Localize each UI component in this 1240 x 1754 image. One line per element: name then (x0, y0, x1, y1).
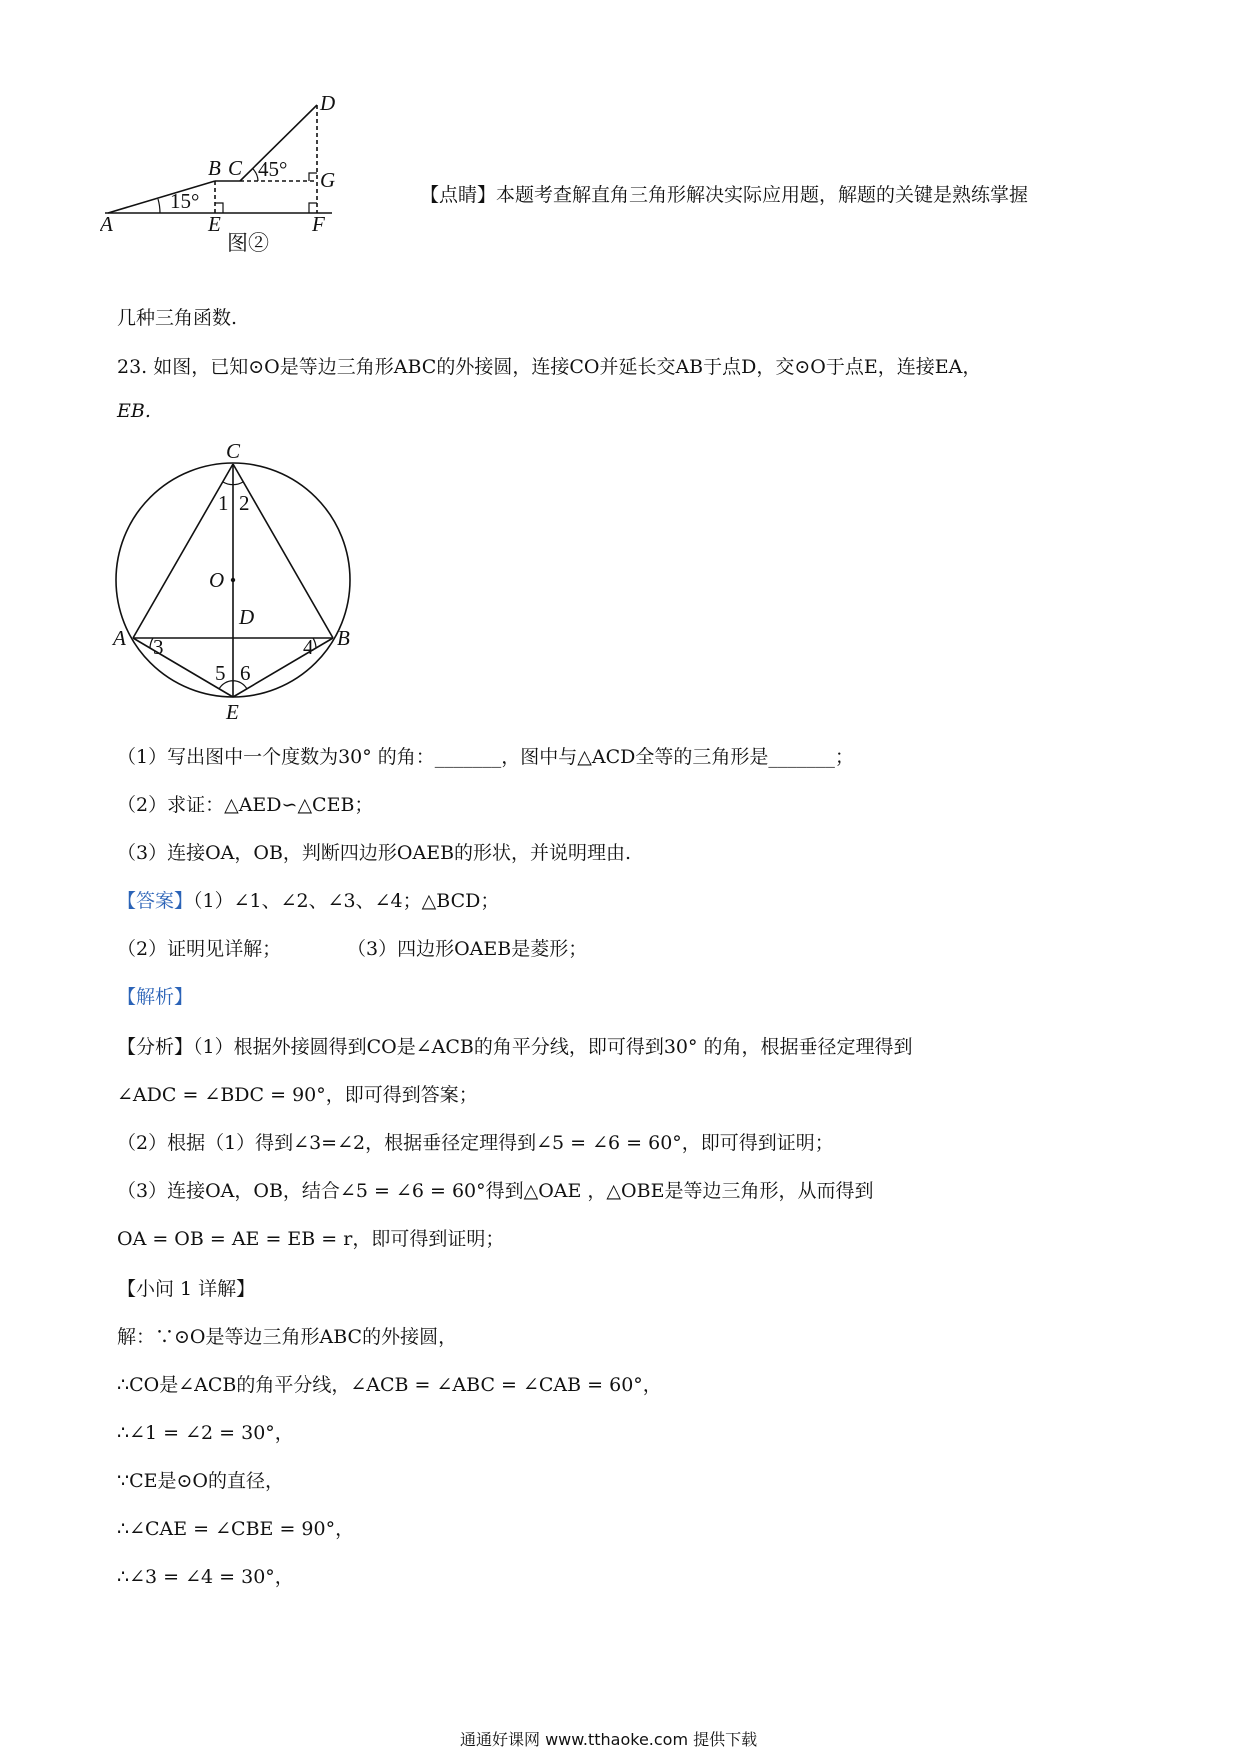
part-2: （2）求证：△AED∽△CEB； (117, 794, 374, 816)
angle-arc-a (158, 199, 160, 213)
detail-line4: ∵CE是⊙O的直径， (117, 1470, 284, 1492)
label-e: E (226, 700, 239, 724)
figure-caption: 图② (227, 231, 269, 255)
angle-4: 4 (303, 635, 314, 659)
analysis-line3: （2）根据（1）得到∠3=∠2，根据垂径定理得到∠5 = ∠6 = 60°，即可得到证明； (117, 1132, 834, 1154)
angle-15-label: 15° (170, 189, 200, 213)
label-b: B (208, 156, 221, 180)
footer-text: 通通好课网 www.tthaoke.com 提供下载 (460, 1730, 758, 1749)
analysis-line4: （3）连接OA，OB，结合∠5 = ∠6 = 60°得到△OAE ，△OBE是等边三角形，从而得到 (117, 1180, 874, 1202)
label-c: C (228, 156, 243, 180)
angle-6: 6 (240, 661, 251, 685)
angle-2: 2 (239, 491, 250, 515)
detail-line3: ∴∠1 = ∠2 = 30°， (117, 1422, 294, 1444)
angle-45-label: 45° (258, 157, 288, 181)
right-angle-g (309, 173, 317, 181)
figure-2-diagram (100, 95, 400, 275)
detail-line6: ∴∠3 = ∠4 = 30°， (117, 1566, 294, 1588)
dianjing-line2: 几种三角函数. (117, 307, 238, 329)
detail-line1: 解：∵⊙O是等边三角形ABC的外接圆， (117, 1326, 458, 1348)
label-g: G (320, 168, 336, 192)
label-a: A (113, 626, 126, 650)
detail-line2: ∴CO是∠ACB的角平分线，∠ACB = ∠ABC = ∠CAB = 60°， (117, 1374, 662, 1396)
q23-line1: 23. 如图，已知⊙O是等边三角形ABC的外接圆，连接CO并延长交AB于点D，交⊙O于点E，连接EA， (117, 356, 982, 378)
detail-line5: ∴∠CAE = ∠CBE = 90°， (117, 1518, 355, 1540)
analysis-line2: ∠ADC = ∠BDC = 90°，即可得到答案； (117, 1084, 478, 1106)
dianjing-text-1: 本题考查解直角三角形解决实际应用题，解题的关键是熟练掌握 (496, 184, 1029, 206)
part-1: （1）写出图中一个度数为30° 的角：_______，图中与△ACD全等的三角形是_______； (117, 746, 854, 768)
label-c: C (226, 440, 241, 463)
answer-line1 (117, 886, 499, 913)
jiexi-tag: 【解析】 (117, 986, 194, 1008)
angle-3: 3 (153, 635, 164, 659)
answer-line2b: （3）四边形OAEB是菱形； (347, 938, 588, 960)
circle-figure (105, 440, 375, 725)
label-e: E (208, 212, 221, 236)
center-dot (231, 578, 235, 582)
label-a: A (100, 212, 113, 236)
part-3: （3）连接OA，OB，判断四边形OAEB的形状，并说明理由. (117, 842, 632, 864)
label-d: D (320, 95, 336, 115)
dianjing-line1 (420, 180, 1028, 207)
label-f: F (312, 212, 325, 236)
dianjing-tag: 【点睛】 (420, 184, 497, 206)
label-o: O (209, 568, 225, 592)
analysis-line5: OA = OB = AE = EB = r，即可得到证明； (117, 1228, 505, 1250)
q23-line2: EB. (117, 400, 151, 422)
label-d: D (239, 605, 255, 629)
detail-tag: 【小问 1 详解】 (117, 1278, 256, 1300)
angle-1: 1 (218, 491, 229, 515)
analysis-line1: 【分析】（1）根据外接圆得到CO是∠ACB的角平分线，即可得到30° 的角，根据垂径定理得到 (117, 1036, 913, 1058)
answer-line2a: （2）证明见详解； (117, 938, 282, 960)
answer-text-1: （1）∠1、∠2、∠3、∠4；△BCD； (193, 890, 500, 912)
label-b: B (337, 626, 350, 650)
angle-5: 5 (215, 661, 226, 685)
answer-tag: 【答案】 (117, 890, 194, 912)
